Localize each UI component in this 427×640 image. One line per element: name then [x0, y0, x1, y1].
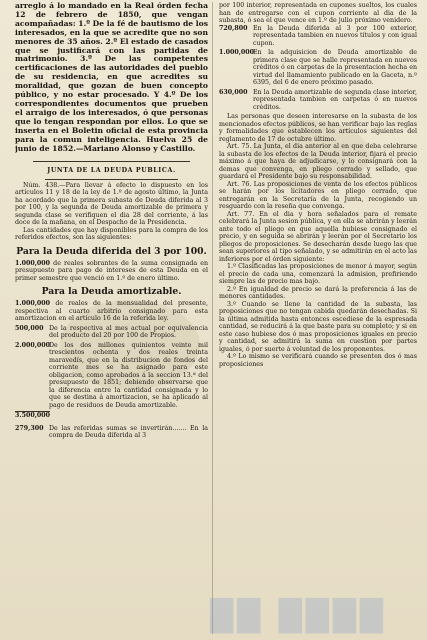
title-rule	[45, 179, 178, 180]
entry-text: En la adquisicion de Deuda amortizable de primera clase que se halle representada en nuevos créditos ó en carpetas de la presentacion hecha en virtud del llamamiento publicado en la Gaceta, n.º 6395, del 6 de enero próximo pasado.	[253, 49, 417, 86]
rule-1: 1.º Clasificadas las proposiciones de menor á mayor, según el precio de cada una, comenzará la admision, prefiriendo siempre las de precio mas bajo.	[219, 263, 417, 285]
entry-amount: 1.000,000	[15, 300, 51, 308]
article-75: Art. 75. La Junta, el dia anterior al en que deba celebrarse la subasta de los efectos de la Deuda interior, fijará el precio máximo á que haya de adjudicarse, y lo consignará con la demas que convenga, en pliego cerrado y sellado, que guardará el Presidente bajo su responsabilidad.	[219, 143, 417, 180]
right-column	[219, 2, 417, 634]
amount-entry	[15, 425, 208, 440]
section-rule	[33, 161, 190, 162]
column-divider	[212, 2, 213, 634]
amount-entry	[219, 49, 417, 87]
library-watermark: ██ ████	[210, 599, 387, 634]
junta-title: JUNTA DE LA DEUDA PUBLICA.	[47, 167, 176, 175]
article-76: Art. 76. Las proposiciones de venta de los efectos públicos se harán por los licitadores en pliego cerrado, que entregarán en la Secretaría de la Junta, recogiendo un resguardo con la reseña que convenga.	[219, 180, 417, 210]
entry-text: De los dos millones quinientos veinte mil trescientos ochenta y dos reales treinta maravedís, que en la distribucion de fondos del corriente mes se ha asignado para este obligacion, como aprobados á la seccion 13.ª del presupuesto de 1851; debiendo observarse que la diferencia entre la cantidad consignada y lo que se destina á amortizacion, se ha aplicado al pago de residuos de Deuda amortizable.	[49, 341, 208, 409]
entry-amount: 720,800	[219, 24, 248, 32]
rule-4: 4.º Lo mismo se verificará cuando se presenten dos ó mas proposiciones	[219, 353, 417, 368]
entry-text: de reales sobrantes de la suma consignada en presupuesto para pago de intereses de esta Deuda en el primer semestre que venció en 1.º de enero último.	[15, 259, 208, 282]
amount-entry	[219, 25, 417, 48]
amount-entry	[15, 342, 208, 410]
cantidades-paragraph: Las cantidades que hay disponibles para la compra de los referidos efectos, son las siguientes:	[15, 226, 208, 242]
rule-2: 2.º En igualdad de precio se dará la preferencia á las de menores cantidades.	[219, 285, 417, 300]
right-continuation: por 100 interior, representada en cupones sueltos, los cuales han de entregarse con el cupon corriente al dia de la subasta, ó sea el que vence en 1.º de julio próximo venidero.	[219, 2, 417, 24]
amount-entry	[15, 325, 208, 340]
entry-text: De la respectiva al mes actual por equivalencia del producto del 20 por 100 de Propios.	[49, 324, 208, 340]
entry-text: De las referidas sumas se invertirán....... En la compra de Deuda diferida al 3	[49, 424, 208, 440]
intro-text: arreglo á lo mandado en la Real órden fecha 12 de febrero de 1850, que vengan acompañadas: 1.º De la fé de bautismo de los interesados, en la que se acredite que no son menores de 35 años. 2.º El estado de casados que se justificará con las partidas de matrimonio. 3.º De las competentes certificaciones de las autoridades del pueblo de su residencia, en que acredites su moralidad, que gozan de buen concepto público, y no estar procesado. Y 4.º De los correspondientes documentos que prueben el arraigo de los interesados, ó que personas que lo tengan respondan por ellos. Lo que se inserta en el Boletin oficial de esta provincia para la comun inteligencia. Huelva 25 de junio de 1852.	[15, 2, 208, 153]
entry-amount: 279,300	[15, 424, 44, 432]
article-77: Art. 77. En el dia y hora señalados para el remate celebrará la Junta sesion pública, y en ella se abrirán y leerán ante todo el pliego en que aquella hubiese consignado el precio, y en seguida se abrirán y leerán por el Secretario los pliegos de proposiciones. Se desecharán desde luego las que sean superiores al tipo señalado, y se admitirán en el acto las inferiores por el órden siguiente:	[219, 210, 417, 263]
heading-deuda-amortizable: Para la Deuda amortizable.	[41, 286, 182, 298]
amount-entry	[15, 300, 208, 323]
intro-paragraph	[15, 2, 208, 153]
entry-amount: 2.000,000	[15, 341, 51, 349]
amount-entry	[15, 260, 208, 283]
amount-entry	[219, 89, 417, 112]
entry-amount: 630,000	[219, 88, 248, 96]
entry-amount: 500,000	[15, 324, 44, 332]
total-entry	[15, 411, 208, 419]
total-amount: 3.500,000	[15, 412, 51, 420]
entry-amount: 1.000,000	[15, 259, 51, 267]
entry-text: En la Deuda diferida al 3 por 100 exterior, representada tambien en nuevos títulos y con igual cupon.	[253, 24, 417, 47]
junta-body: Núm. 438.—Para llevar á efecto lo dispuesto en los artículos 11 y 18 de la ley de 1.º de agosto último, la Junta ha acordado que la primera subasta de Deuda diferida al 3 por 100, y la segunda de Deuda amortizable de primera y segunda clase se verifiquen el dia 28 del corriente, á las doce de la mañana, en el Despacho de la Presidencia.	[15, 181, 208, 227]
entry-amount: 1.000,000	[219, 49, 255, 56]
entry-text: En la Deuda amortizable de segunda clase interior, representada tambien en carpetas ó en nuevos créditos.	[253, 88, 417, 111]
intro-signature: —Mariano Alonso y Castillo.	[75, 143, 196, 153]
subasta-paragraph: Las personas que deseen interesarse en la subasta de los mencionados efectos públicos, se han verificar bajo las reglas y formalidades que establecen los artículos siguientes del reglamento de 17 de octubre último.	[219, 113, 417, 143]
rule-3: 3.º Cuando se llene la cantidad de la subasta, las proposiciones que no tengan cabida quedarán desechadas. Si la última admitida hasta entonces escediese de la espresada cantidad, se reducirá á la que baste para su completo; y si en este caso hubiese dos ó mas proposiciones iguales en precio y cantidad, se admitirá la suma en cuestion por partes iguales, ó por suerte á voluntad de los proponentes.	[219, 300, 417, 353]
left-column	[15, 2, 208, 634]
entry-text: de reales de la mensualidad del presente, respectiva al cuarto arbitrio consignado para esta amortizacion en el artículo 16 de la referida ley.	[15, 300, 208, 323]
heading-deuda-diferida: Para la Deuda diferida del 3 por 100.	[16, 245, 207, 257]
